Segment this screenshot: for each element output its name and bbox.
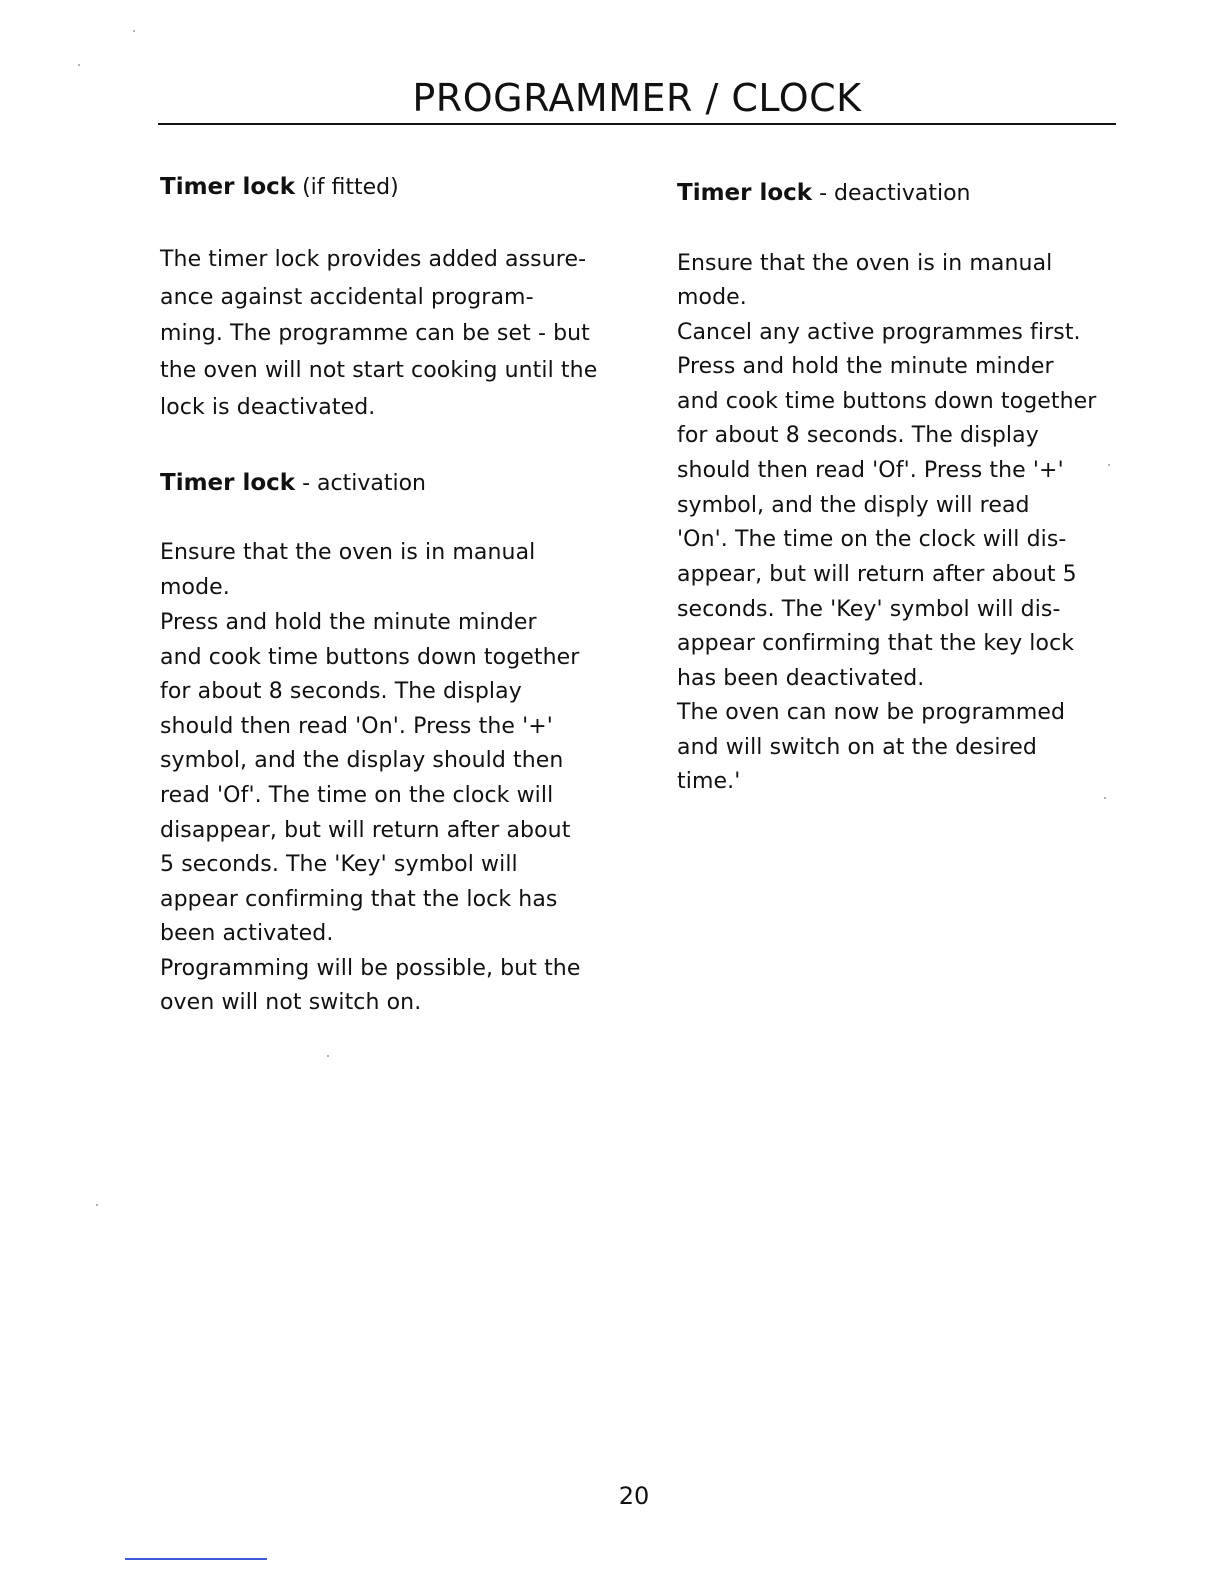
paragraph-line: and cook time buttons down together <box>160 645 580 670</box>
heading-qualifier: - activation <box>295 471 426 496</box>
paragraph-line: appear confirming that the key lock <box>677 631 1075 656</box>
paragraph-line: Press and hold the minute minder <box>677 354 1054 379</box>
scan-speck <box>1104 797 1106 799</box>
paragraph-line: The timer lock provides added assure- <box>160 247 587 272</box>
paragraph-line: oven will not switch on. <box>160 990 422 1015</box>
paragraph-line: 'On'. The time on the clock will dis- <box>677 527 1067 552</box>
scan-speck <box>1108 464 1110 466</box>
paragraph-line: should then read 'On'. Press the '+' <box>160 714 553 739</box>
heading-timer-lock-deactivation <box>677 178 971 209</box>
heading-keyword: Timer lock <box>160 174 296 200</box>
heading-qualifier: - deactivation <box>812 181 971 206</box>
heading-qualifier: (if fitted) <box>295 175 399 200</box>
paragraph-line: for about 8 seconds. The display <box>160 679 522 704</box>
paragraph-line: mode. <box>160 575 230 600</box>
paragraph-line: seconds. The 'Key' symbol will dis- <box>677 597 1061 622</box>
paragraph-line: ance against accidental program- <box>160 285 534 310</box>
paragraph-line: Press and hold the minute minder <box>160 610 537 635</box>
paragraph-line: appear, but will return after about 5 <box>677 562 1077 587</box>
paragraph-line: Programming will be possible, but the <box>160 956 581 981</box>
paragraph-line: ming. The programme can be set - but <box>160 321 590 346</box>
paragraph-line: should then read 'Of'. Press the '+' <box>677 458 1064 483</box>
heading-keyword: Timer lock <box>160 470 296 496</box>
heading-keyword: Timer lock <box>677 180 813 206</box>
paragraph-line: appear confirming that the lock has <box>160 887 558 912</box>
paragraph-line: time.' <box>677 769 741 794</box>
scan-speck <box>327 1055 329 1057</box>
paragraph-line: symbol, and the display should then <box>160 748 564 773</box>
heading-timer-lock-activation <box>160 468 426 499</box>
paragraph-line: and cook time buttons down together <box>677 389 1097 414</box>
scan-speck <box>96 1204 98 1206</box>
paragraph-line: has been deactivated. <box>677 666 925 691</box>
paragraph-line: symbol, and the disply will read <box>677 493 1030 518</box>
page-number: 20 <box>618 1482 650 1510</box>
scan-speck <box>133 30 135 32</box>
paragraph-line: Ensure that the oven is in manual <box>677 251 1053 276</box>
paragraph-line: disappear, but will return after about <box>160 818 571 843</box>
paragraph-line: for about 8 seconds. The display <box>677 423 1039 448</box>
paragraph-line: The oven can now be programmed <box>677 700 1066 725</box>
scan-speck <box>78 64 80 66</box>
paragraph-line: the oven will not start cooking until the <box>160 358 598 383</box>
paragraph-line: 5 seconds. The 'Key' symbol will <box>160 852 518 877</box>
heading-timer-lock-if-fitted <box>160 172 399 203</box>
bottom-edge-mark <box>125 1558 267 1560</box>
paragraph-line: lock is deactivated. <box>160 395 376 420</box>
page-title: PROGRAMMER / CLOCK <box>412 76 862 120</box>
title-rule <box>158 123 1116 125</box>
paragraph-line: and will switch on at the desired <box>677 735 1037 760</box>
paragraph-line: read 'Of'. The time on the clock will <box>160 783 554 808</box>
paragraph-line: been activated. <box>160 921 334 946</box>
paragraph-line: mode. <box>677 285 747 310</box>
paragraph-line: Cancel any active programmes first. <box>677 320 1081 345</box>
paragraph-line: Ensure that the oven is in manual <box>160 540 536 565</box>
